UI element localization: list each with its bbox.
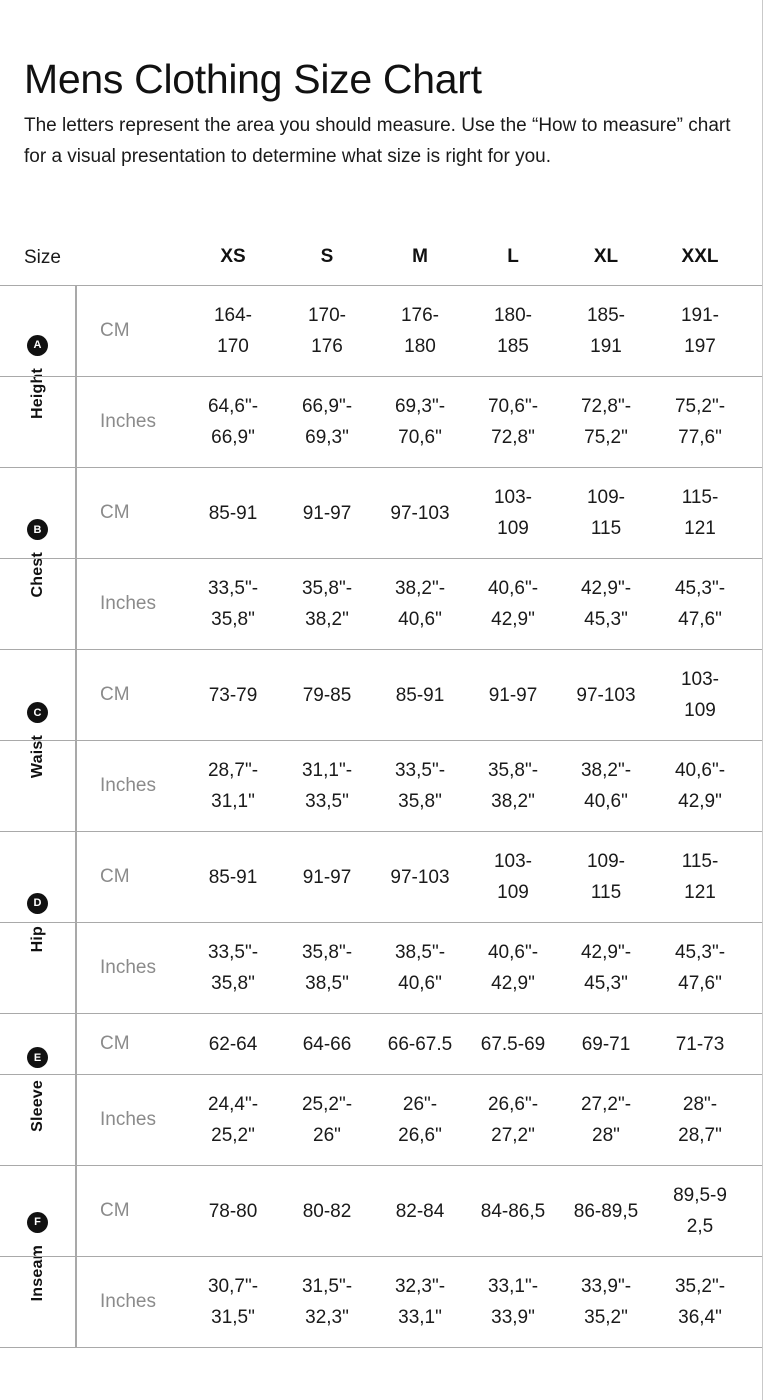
cell-s: 170- 176 [307,305,347,357]
measure-letter-badge: E [27,1047,48,1068]
cell-xs: 24,4"- 25,2" [207,1094,259,1146]
measure-name: Waist [28,735,46,779]
table-row [0,832,762,922]
cell-s: 35,8"- 38,2" [301,578,353,630]
cell-xs: 85-91 [208,502,258,524]
cell-m: 97-103 [390,866,450,888]
table-row [0,1014,762,1074]
cell-l: 26,6"- 27,2" [487,1094,539,1146]
cell-xl: 27,2"- 28" [580,1094,632,1146]
group-waist [0,649,762,831]
cell-l: 70,6"- 72,8" [487,396,539,448]
measure-name: Hip [28,925,46,953]
measure-name: Sleeve [28,1080,46,1132]
cell-xs: 64,6"- 66,9" [207,396,259,448]
table-row [0,376,762,467]
page-description: The letters represent the area you should measure. Use the “How to measure” chart for a visual presentation to determine what size is right for you. [24,115,731,167]
measure-name: Inseam [28,1244,46,1302]
table-row [0,1074,762,1165]
unit-label: Inches [100,411,156,432]
cell-m: 38,5"- 40,6" [394,942,446,994]
cell-m: 33,5"- 35,8" [394,760,446,812]
unit-label: CM [100,502,130,523]
cell-l: 103- 109 [493,487,533,539]
cell-s: 80-82 [302,1200,352,1222]
cell-xxl: 28"- 28,7" [678,1094,722,1146]
cell-l: 35,8"- 38,2" [487,760,539,812]
cell-xxl: 115- 121 [681,487,719,539]
cell-xl: 97-103 [576,684,636,706]
group-chest [0,467,762,649]
group-height [0,285,762,467]
cell-xxl: 45,3"- 47,6" [674,578,726,630]
cell-l: 84-86,5 [480,1200,546,1222]
cell-xs: 28,7"- 31,1" [207,760,259,812]
table-row [0,286,762,376]
cell-m: 97-103 [390,502,450,524]
size-head-xxl: XXL [681,246,719,267]
group-inseam [0,1165,762,1348]
cell-m: 38,2"- 40,6" [394,578,446,630]
cell-l: 67.5-69 [480,1033,546,1055]
size-head-m: M [412,246,428,267]
cell-xs: 33,5"- 35,8" [207,942,259,994]
cell-xxl: 45,3"- 47,6" [674,942,726,994]
cell-xl: 109- 115 [586,851,626,903]
size-column-label: Size [24,247,61,268]
cell-l: 91-97 [488,684,538,706]
cell-l: 40,6"- 42,9" [487,578,539,630]
measure-letter-badge: F [27,1212,48,1233]
cell-xs: 164- 170 [213,305,253,357]
size-head-xs: XS [220,246,246,267]
cell-xl: 69-71 [581,1033,631,1055]
table-row [0,650,762,740]
cell-s: 91-97 [302,866,352,888]
cell-s: 91-97 [302,502,352,524]
table-row [0,1256,762,1347]
page-title: Mens Clothing Size Chart [24,56,482,102]
measure-name: Height [28,367,46,419]
measure-letter-badge: D [27,893,48,914]
cell-m: 176- 180 [400,305,440,357]
size-header-row [0,236,764,282]
unit-label: Inches [100,593,156,614]
table-row [0,740,762,831]
right-edge-divider [762,0,763,1400]
cell-xs: 33,5"- 35,8" [207,578,259,630]
unit-label: CM [100,866,130,887]
cell-xxl: 89,5-9 2,5 [673,1185,727,1237]
cell-xl: 33,9"- 35,2" [580,1276,632,1328]
cell-xs: 62-64 [208,1033,258,1055]
cell-xl: 109- 115 [586,487,626,539]
cell-m: 69,3"- 70,6" [394,396,446,448]
cell-m: 32,3"- 33,1" [394,1276,446,1328]
measure-letter-badge: C [27,702,48,723]
unit-label: Inches [100,957,156,978]
unit-label: CM [100,684,130,705]
cell-xxl: 40,6"- 42,9" [674,760,726,812]
group-sleeve [0,1013,762,1165]
cell-xxl: 115- 121 [681,851,719,903]
size-head-l: L [507,246,519,267]
unit-label: Inches [100,775,156,796]
cell-s: 64-66 [302,1033,352,1055]
table-row [0,468,762,558]
measure-letter-badge: A [27,335,48,356]
cell-xxl: 71-73 [675,1033,725,1055]
size-head-s: S [320,246,334,267]
unit-label: Inches [100,1291,156,1312]
cell-xl: 185- 191 [586,305,626,357]
cell-l: 180- 185 [493,305,533,357]
cell-l: 33,1"- 33,9" [487,1276,539,1328]
cell-s: 35,8"- 38,5" [301,942,353,994]
size-head-xl: XL [593,246,619,267]
measure-letter-badge: B [27,519,48,540]
cell-l: 40,6"- 42,9" [487,942,539,994]
cell-xs: 85-91 [208,866,258,888]
cell-xl: 38,2"- 40,6" [580,760,632,812]
cell-xxl: 75,2"- 77,6" [674,396,726,448]
table-row [0,558,762,649]
cell-s: 66,9"- 69,3" [301,396,353,448]
cell-m: 66-67.5 [387,1033,453,1055]
cell-s: 31,5"- 32,3" [301,1276,353,1328]
cell-s: 31,1"- 33,5" [301,760,353,812]
cell-m: 82-84 [395,1200,445,1222]
unit-label: CM [100,1200,130,1221]
group-hip [0,831,762,1013]
measure-name: Chest [28,552,46,598]
cell-xs: 78-80 [208,1200,258,1222]
cell-l: 103- 109 [493,851,533,903]
cell-m: 26"- 26,6" [398,1094,442,1146]
cell-xl: 86-89,5 [573,1200,639,1222]
cell-xs: 30,7"- 31,5" [207,1276,259,1328]
unit-label: CM [100,1033,130,1054]
cell-xs: 73-79 [208,684,258,706]
table-row [0,1166,762,1256]
size-table [0,285,762,1348]
cell-xl: 42,9"- 45,3" [580,942,632,994]
unit-label: Inches [100,1109,156,1130]
unit-label: CM [100,320,130,341]
cell-xxl: 103- 109 [680,669,720,721]
cell-xxl: 35,2"- 36,4" [674,1276,726,1328]
cell-s: 25,2"- 26" [301,1094,353,1146]
cell-xl: 72,8"- 75,2" [580,396,632,448]
cell-xxl: 191- 197 [680,305,720,357]
table-row [0,922,762,1013]
cell-m: 85-91 [395,684,445,706]
cell-s: 79-85 [302,684,352,706]
cell-xl: 42,9"- 45,3" [580,578,632,630]
